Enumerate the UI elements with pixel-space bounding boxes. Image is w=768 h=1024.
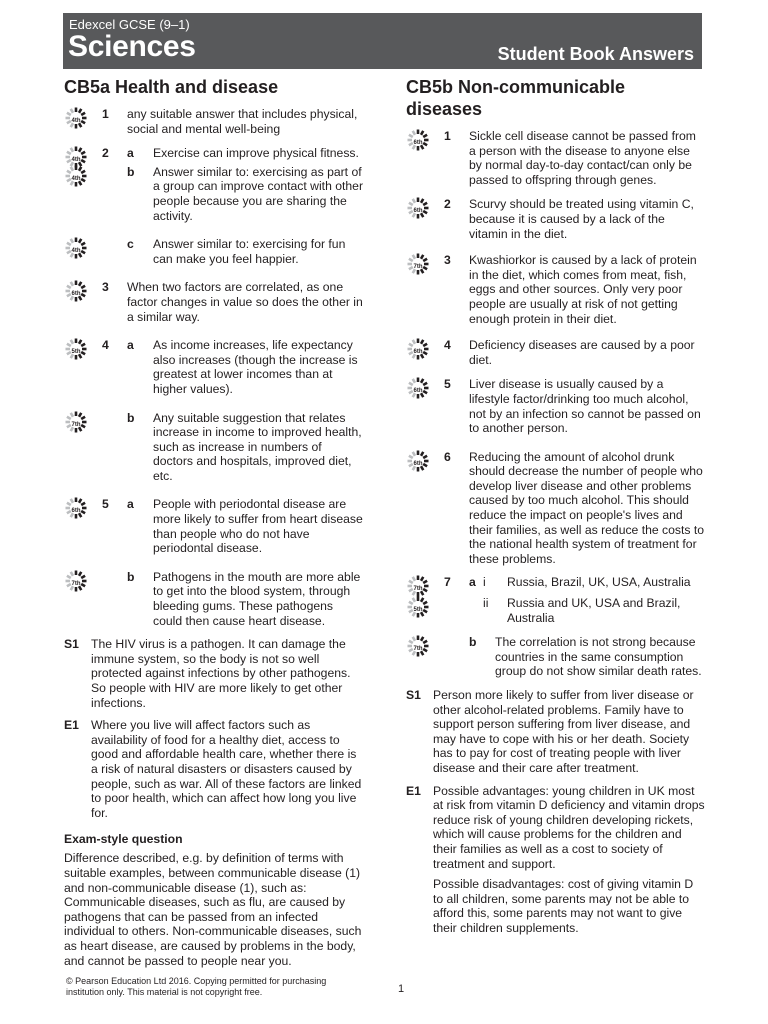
left-column	[64, 76, 364, 968]
answer-r4: 6th 4 Deficiency diseases are caused by a poor diet.	[406, 338, 706, 367]
answer-r7b: 7th b The correlation is not strong because countries in the same consumption group do not show similar death rates.	[406, 635, 706, 679]
grade-badge-icon: 6th	[407, 197, 429, 219]
answer-3: 6th 3 When two factors are correlated, as one factor changes in value so does the other in a similar way.	[64, 280, 364, 324]
answer-r2: 6th 2 Scurvy should be treated using vitamin C, because it is caused by a lack of the vitamin in the diet.	[406, 197, 706, 241]
answer-r7a-ii: 5th ii Russia and UK, USA and Brazil, Australia	[406, 596, 706, 625]
answer-r7a-i: 7th 7 a i Russia, Brazil, UK, USA, Australia	[406, 575, 706, 590]
series-name: Edexcel GCSE (9–1)	[69, 17, 190, 32]
answer-r3: 7th 3 Kwashiorkor is caused by a lack of protein in the diet, which comes from meat, fish, eggs and other sources. Only very poor people are usually at risk of not getting enough protein in their diet.	[406, 253, 706, 326]
answer-1: 4th 1 any suitable answer that includes physical, social and mental well-being	[64, 107, 364, 136]
grade-badge-icon: 4th	[65, 165, 87, 187]
grade-badge-icon: 6th	[65, 280, 87, 302]
answer-s1: S1 The HIV virus is a pathogen. It can damage the immune system, so the body is not so well protected against infections by other pathogens. So people with HIV are more likely to get other infections.	[64, 637, 351, 710]
brand-title: Sciences	[68, 30, 196, 63]
grade-badge-icon: 4th	[65, 146, 87, 168]
grade-badge-icon: 7th	[65, 411, 87, 433]
grade-badge-icon: 7th	[407, 575, 429, 597]
grade-badge-icon: 6th	[407, 129, 429, 151]
copyright-notice: © Pearson Education Ltd 2016. Copying permitted for purchasing institution only. This material is not copyright free.	[66, 976, 327, 997]
answer-5a: 6th 5 a People with periodontal disease are more likely to suffer from heart disease than people who do not have periodontal disease.	[64, 497, 364, 555]
grade-badge-icon: 6th	[407, 450, 429, 472]
grade-badge-icon: 7th	[65, 570, 87, 592]
page-number: 1	[398, 983, 405, 995]
answer-2a: 4th 2 a Exercise can improve physical fitness.	[64, 146, 364, 161]
grade-badge-icon: 7th	[407, 635, 429, 657]
page-header	[63, 13, 702, 69]
grade-badge-icon: 4th	[65, 107, 87, 129]
answer-4b: 7th b Any suitable suggestion that relates increase in income to improved health, such as increase in numbers of doctors and hospitals, improved diet, etc.	[64, 411, 364, 484]
answer-r-s1: S1 Person more likely to suffer from liver disease or other alcohol-related problems. Family have to support person suffering from liver disease, and may have to cope with his or her death. Society has to pay for cost of treating people with liver disease and their care after treatment.	[406, 688, 694, 775]
exam-question-answer: Difference described, e.g. by definition of terms with suitable examples, between communicable disease (1) and non-communicable disease (1), such as: Communicable diseases, such as flu, are caused by pathogens that can be passed from an infected individual to others. Non-communicable diseases, such as heart disease, are caused by problems in the body, and cannot be passed to people near you.	[64, 851, 362, 968]
grade-badge-icon: 7th	[407, 253, 429, 275]
answer-5b: 7th b Pathogens in the mouth are more able to get into the blood system, through bleeding gums. These pathogens could then cause heart disease.	[64, 570, 364, 628]
grade-badge-icon: 6th	[65, 497, 87, 519]
answer-2c: 4th c Answer similar to: exercising for fun can make you feel happier.	[64, 237, 364, 266]
answer-r1: 6th 1 Sickle cell disease cannot be passed from a person with the disease to anyone else by normal day-to-day contact/can only be passed to offspring through genes.	[406, 129, 706, 187]
answer-2b: 4th b Answer similar to: exercising as part of a group can improve contact with other people because you are sharing the activity.	[64, 165, 364, 223]
grade-badge-icon: 6th	[407, 338, 429, 360]
section-title-cb5b: CB5b Non-communicable diseases	[406, 77, 626, 119]
answer-e1: E1 Where you live will affect factors such as availability of food for a healthy diet, access to good and affordable health care, whether there is a risk of natural disasters or disasters caused by people, such as war. All of these factors are linked to poor health, which can affect how long you live for.	[64, 718, 362, 820]
grade-badge-icon: 6th	[407, 377, 429, 399]
document-type: Student Book Answers	[497, 44, 694, 64]
right-column	[406, 76, 706, 944]
answer-r-e1: E1 Possible advantages: young children in UK most at risk from vitamin D deficiency and vitamin drops reduce risk of young children developing rickets, which will cause problems for the children and their families as well as a cost to society of treatment and support. Possible disadvantages: cost of giving vitamin D to all children, some parents may not be able to afford this, some parents may not want to give their children supplements.	[406, 783, 705, 935]
grade-badge-icon: 5th	[65, 338, 87, 360]
answer-4a: 5th 4 a As income increases, life expectancy also increases (though the increase is greatest at lower incomes than at higher values).	[64, 338, 364, 396]
grade-badge-icon: 5th	[407, 596, 429, 618]
section-title-cb5a: CB5a Health and disease	[64, 77, 279, 97]
grade-badge-icon: 4th	[65, 237, 87, 259]
answer-r5: 6th 5 Liver disease is usually caused by a lifestyle factor/drinking too much alcohol, not by an infection so cannot be passed on to another person.	[406, 377, 706, 435]
answer-r6: 6th 6 Reducing the amount of alcohol drunk should decrease the number of people who develop liver disease and other problems caused by too much alcohol. This should reduce the impact on people's lives and their families, as well as reduce the costs to the national health system of treatment for these problems.	[406, 450, 706, 567]
exam-question-heading: Exam-style question	[64, 832, 183, 847]
